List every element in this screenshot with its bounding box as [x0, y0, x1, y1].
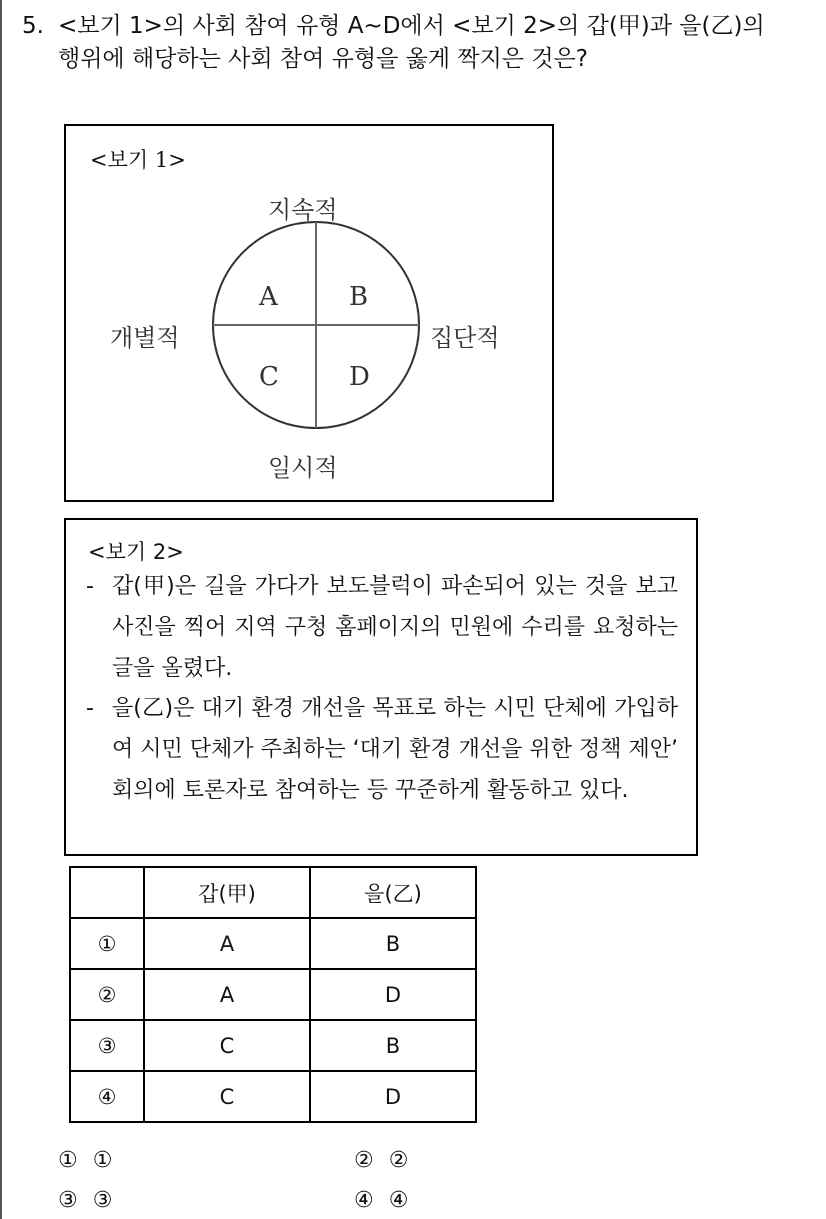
left-margin-rule	[0, 0, 2, 1219]
choice-value: ④	[388, 1188, 409, 1213]
choice-value: ②	[388, 1148, 409, 1173]
choice-marker: ③	[58, 1188, 78, 1213]
table-row	[70, 1071, 476, 1122]
row-marker: ④	[70, 1071, 144, 1122]
quadrant-a: A	[259, 282, 278, 312]
item-dash: -	[86, 574, 94, 599]
choice-marker: ④	[354, 1188, 374, 1213]
row-marker: ②	[70, 969, 144, 1020]
choice-1[interactable]	[58, 1148, 112, 1173]
example-box-1-title: <보기 1>	[90, 148, 186, 172]
table-row	[70, 1020, 476, 1071]
cell-gap: C	[144, 1020, 310, 1071]
cell-eul: B	[310, 1020, 476, 1071]
example-box-1	[64, 124, 554, 502]
question-number: 5.	[22, 13, 44, 39]
cell-gap: A	[144, 918, 310, 969]
header-cell: 갑(甲)	[144, 867, 310, 918]
row-marker: ③	[70, 1020, 144, 1071]
axis-label-bottom: 일시적	[268, 454, 338, 482]
choice-4[interactable]	[354, 1188, 408, 1213]
choice-value: ③	[92, 1188, 113, 1213]
choice-marker: ②	[354, 1148, 374, 1173]
quadrant-c: C	[259, 362, 279, 392]
answer-table	[69, 866, 477, 1123]
axis-label-left: 개별적	[110, 324, 180, 352]
table-row	[70, 969, 476, 1020]
item-text: 을(乙)은 대기 환경 개선을 목표로 하는 시민 단체에 가입하여 시민 단체가 주최하는 ‘대기 환경 개선을 위한 정책 제안’ 회의에 토론자로 참여하는 등 꾸준하게 활동하고 있다.	[112, 696, 678, 803]
participation-type-diagram	[66, 126, 552, 500]
row-marker: ①	[70, 918, 144, 969]
table-row	[70, 918, 476, 969]
axis-label-right: 집단적	[430, 324, 500, 352]
quadrant-d: D	[349, 362, 370, 392]
table-header-row	[70, 867, 476, 918]
choice-2[interactable]	[354, 1148, 408, 1173]
quadrant-b: B	[349, 282, 369, 312]
choice-marker: ①	[58, 1148, 78, 1173]
item-text: 갑(甲)은 길을 가다가 보도블럭이 파손되어 있는 것을 보고 사진을 찍어 지역 구청 홈페이지의 민원에 수리를 요청하는 글을 올렸다.	[112, 574, 678, 681]
cell-gap: C	[144, 1071, 310, 1122]
cell-eul: D	[310, 1071, 476, 1122]
header-cell: 을(乙)	[310, 867, 476, 918]
cell-eul: D	[310, 969, 476, 1020]
item-dash: -	[86, 696, 94, 721]
choice-value: ①	[92, 1148, 113, 1173]
choice-3[interactable]	[58, 1188, 112, 1213]
cell-gap: A	[144, 969, 310, 1020]
example-box-2-title: <보기 2>	[88, 540, 184, 564]
header-cell	[70, 867, 144, 918]
cell-eul: B	[310, 918, 476, 969]
question-text: <보기 1>의 사회 참여 유형 A~D에서 <보기 2>의 갑(甲)과 을(乙)의 행위에 해당하는 사회 참여 유형을 옳게 짝지은 것은?	[58, 13, 765, 72]
example-box-2	[64, 518, 698, 856]
axis-label-top: 지속적	[268, 196, 338, 224]
